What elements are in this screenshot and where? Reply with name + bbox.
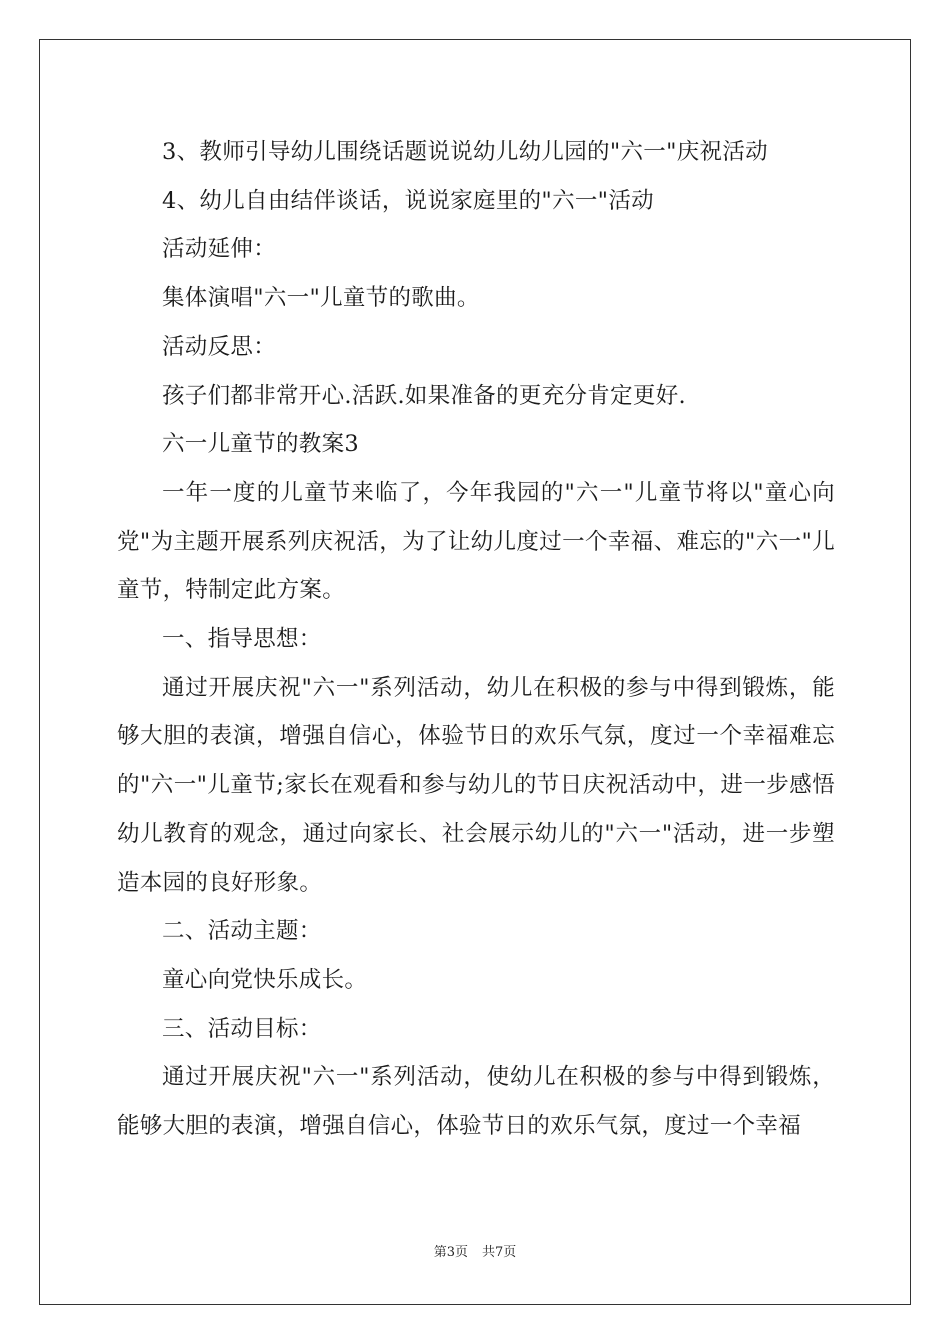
paragraph-reflection-content: 孩子们都非常开心.活跃.如果准备的更充分肯定更好. bbox=[162, 382, 686, 409]
heading-activity-extension: 活动延伸： bbox=[162, 236, 277, 263]
page-footer bbox=[0, 1241, 950, 1260]
paragraph-step-3: 3、教师引导幼儿围绕话题说说幼儿幼儿园的"六一"庆祝活动 bbox=[162, 139, 768, 165]
paragraph-step-4: 4、幼儿自由结伴谈话，说说家庭里的"六一"活动 bbox=[162, 187, 654, 214]
heading-activity-theme: 二、活动主题： bbox=[162, 918, 322, 945]
heading-activity-reflection: 活动反思： bbox=[162, 333, 277, 360]
paragraph-activity-goals: 通过开展庆祝"六一"系列活动，使幼儿在积极的参与中得到锻炼，能够大胆的表演，增强自信心，体验节日的欢乐气氛，度过一个幸福 bbox=[117, 1064, 835, 1140]
paragraph-extension-content: 集体演唱"六一"儿童节的歌曲。 bbox=[162, 285, 480, 312]
heading-activity-goals: 三、活动目标： bbox=[162, 1015, 322, 1042]
document-body bbox=[117, 128, 835, 1151]
paragraph-introduction: 一年一度的儿童节来临了，今年我园的"六一"儿童节将以"童心向党"为主题开展系列庆祝活，为了让幼儿度过一个幸福、难忘的"六一"儿童节，特制定此方案。 bbox=[117, 479, 835, 604]
page-total: 共7页 bbox=[482, 1245, 517, 1260]
page-number: 第3页 bbox=[433, 1245, 468, 1260]
heading-guiding-ideology: 一、指导思想： bbox=[162, 626, 322, 653]
section-title-lesson-plan-3: 六一儿童节的教案3 bbox=[162, 431, 360, 458]
paragraph-guiding-ideology: 通过开展庆祝"六一"系列活动，幼儿在积极的参与中得到锻炼，能够大胆的表演，增强自信心，体验节日的欢乐气氛，度过一个幸福难忘的"六一"儿童节;家长在观看和参与幼儿的节日庆祝活动中，进一步感悟幼儿教育的观念，通过向家长、社会展示幼儿的"六一"活动，进一步塑造本园的良好形象。 bbox=[117, 674, 835, 896]
paragraph-activity-theme: 童心向党快乐成长。 bbox=[162, 966, 368, 993]
